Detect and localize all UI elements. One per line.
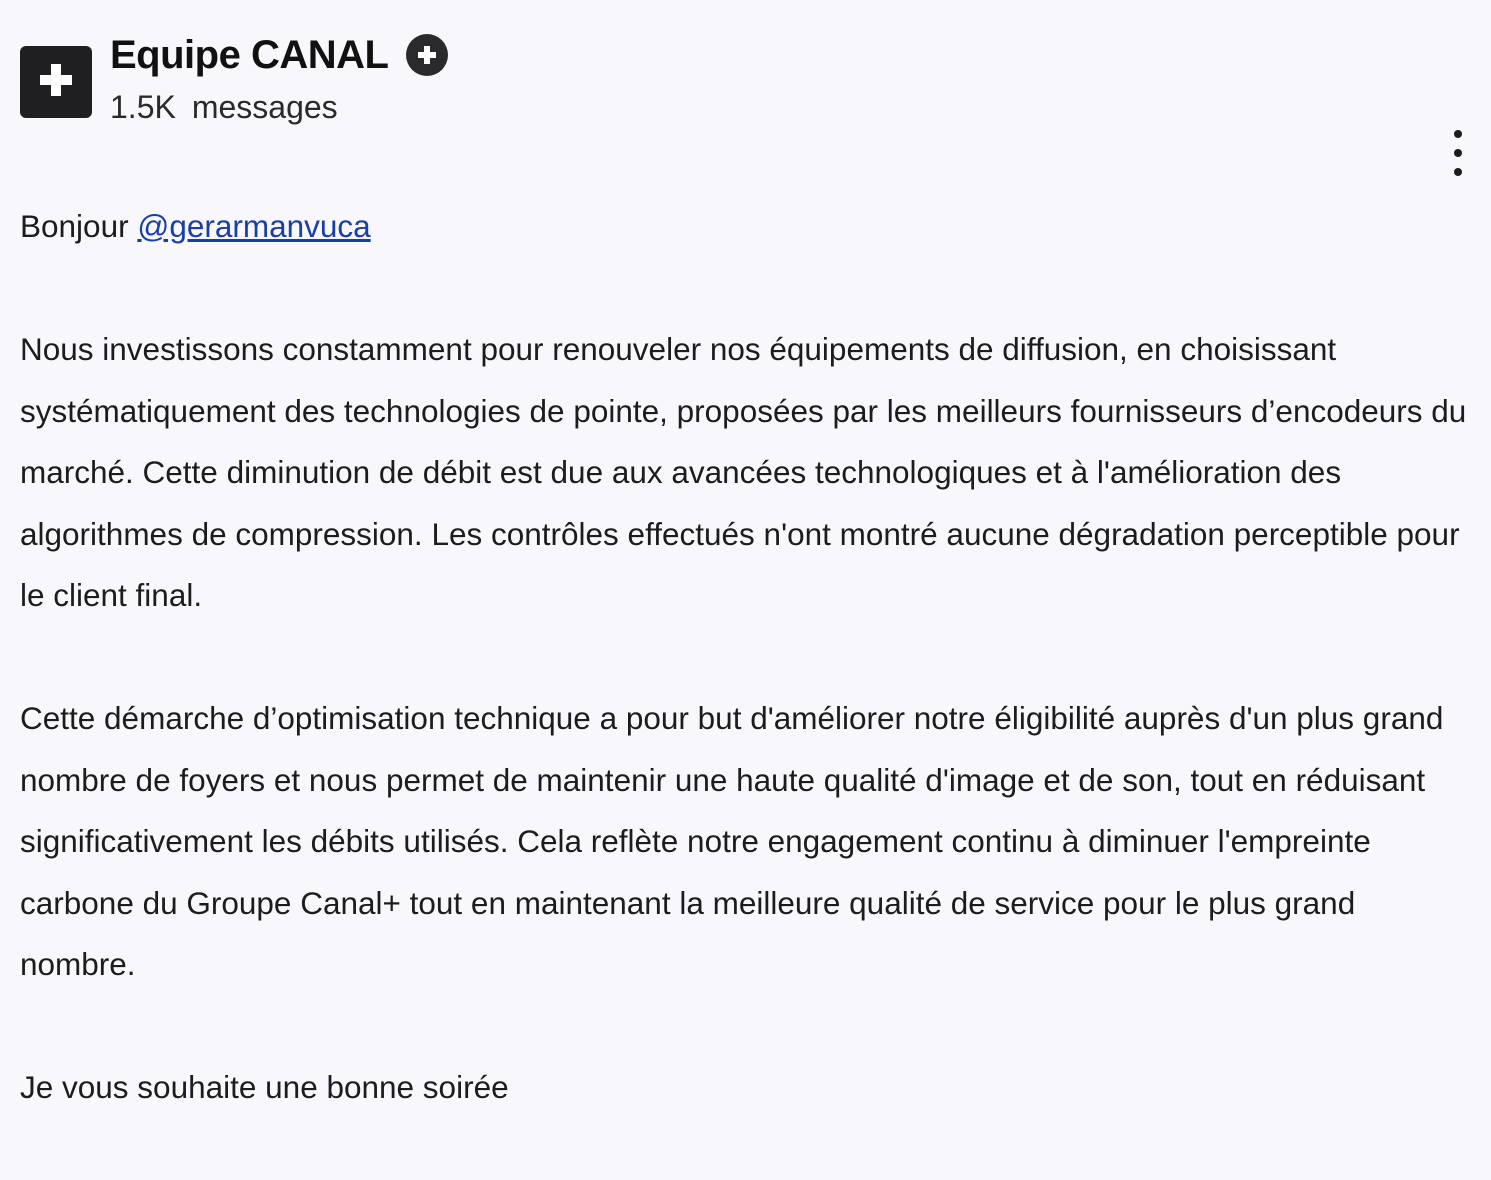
closing-line: Je vous souhaite une bonne soirée: [20, 1069, 509, 1105]
greeting-text: Bonjour: [20, 208, 129, 244]
author-block: [110, 30, 448, 132]
more-vertical-icon-dot-1: [1454, 130, 1462, 138]
more-options-button[interactable]: [1445, 130, 1471, 176]
user-mention-link[interactable]: @gerarmanvuca: [137, 208, 371, 244]
author-row: [110, 30, 448, 80]
author-stats: [110, 82, 448, 132]
more-vertical-icon-dot-2: [1454, 149, 1462, 157]
avatar[interactable]: [20, 46, 92, 118]
author-name[interactable]: Equipe CANAL: [110, 33, 389, 77]
post-header: [20, 30, 1471, 130]
message-body: [20, 196, 1475, 1180]
message-count-label: messages: [191, 89, 338, 125]
message-paragraph-1: Nous investissons constamment pour renouveler nos équipements de diffusion, en choisissant systématiquement des technologies de pointe, proposées par les meilleurs fournisseurs d’encodeurs du marché. Cette diminution de débit est due aux avancées technologiques et à l'amélioration des algorithmes de compression. Les contrôles effectués n'ont montré aucune dégradation perceptible pour le client final.: [20, 331, 1467, 613]
plus-badge-icon: [406, 34, 448, 76]
greeting-line: [20, 196, 1475, 258]
message-paragraph-2: Cette démarche d’optimisation technique a pour but d'améliorer notre éligibilité auprès d'un plus grand nombre de foyers et nous permet de maintenir une haute qualité d'image et de son, tout en réduisant significativement les débits utilisés. Cela reflète notre engagement continu à diminuer l'empreinte carbone du Groupe Canal+ tout en maintenant la meilleure qualité de service pour le plus grand nombre.: [20, 700, 1444, 982]
message-count: 1.5K: [110, 89, 176, 125]
more-vertical-icon-dot-3: [1454, 168, 1462, 176]
plus-icon: [39, 63, 73, 102]
